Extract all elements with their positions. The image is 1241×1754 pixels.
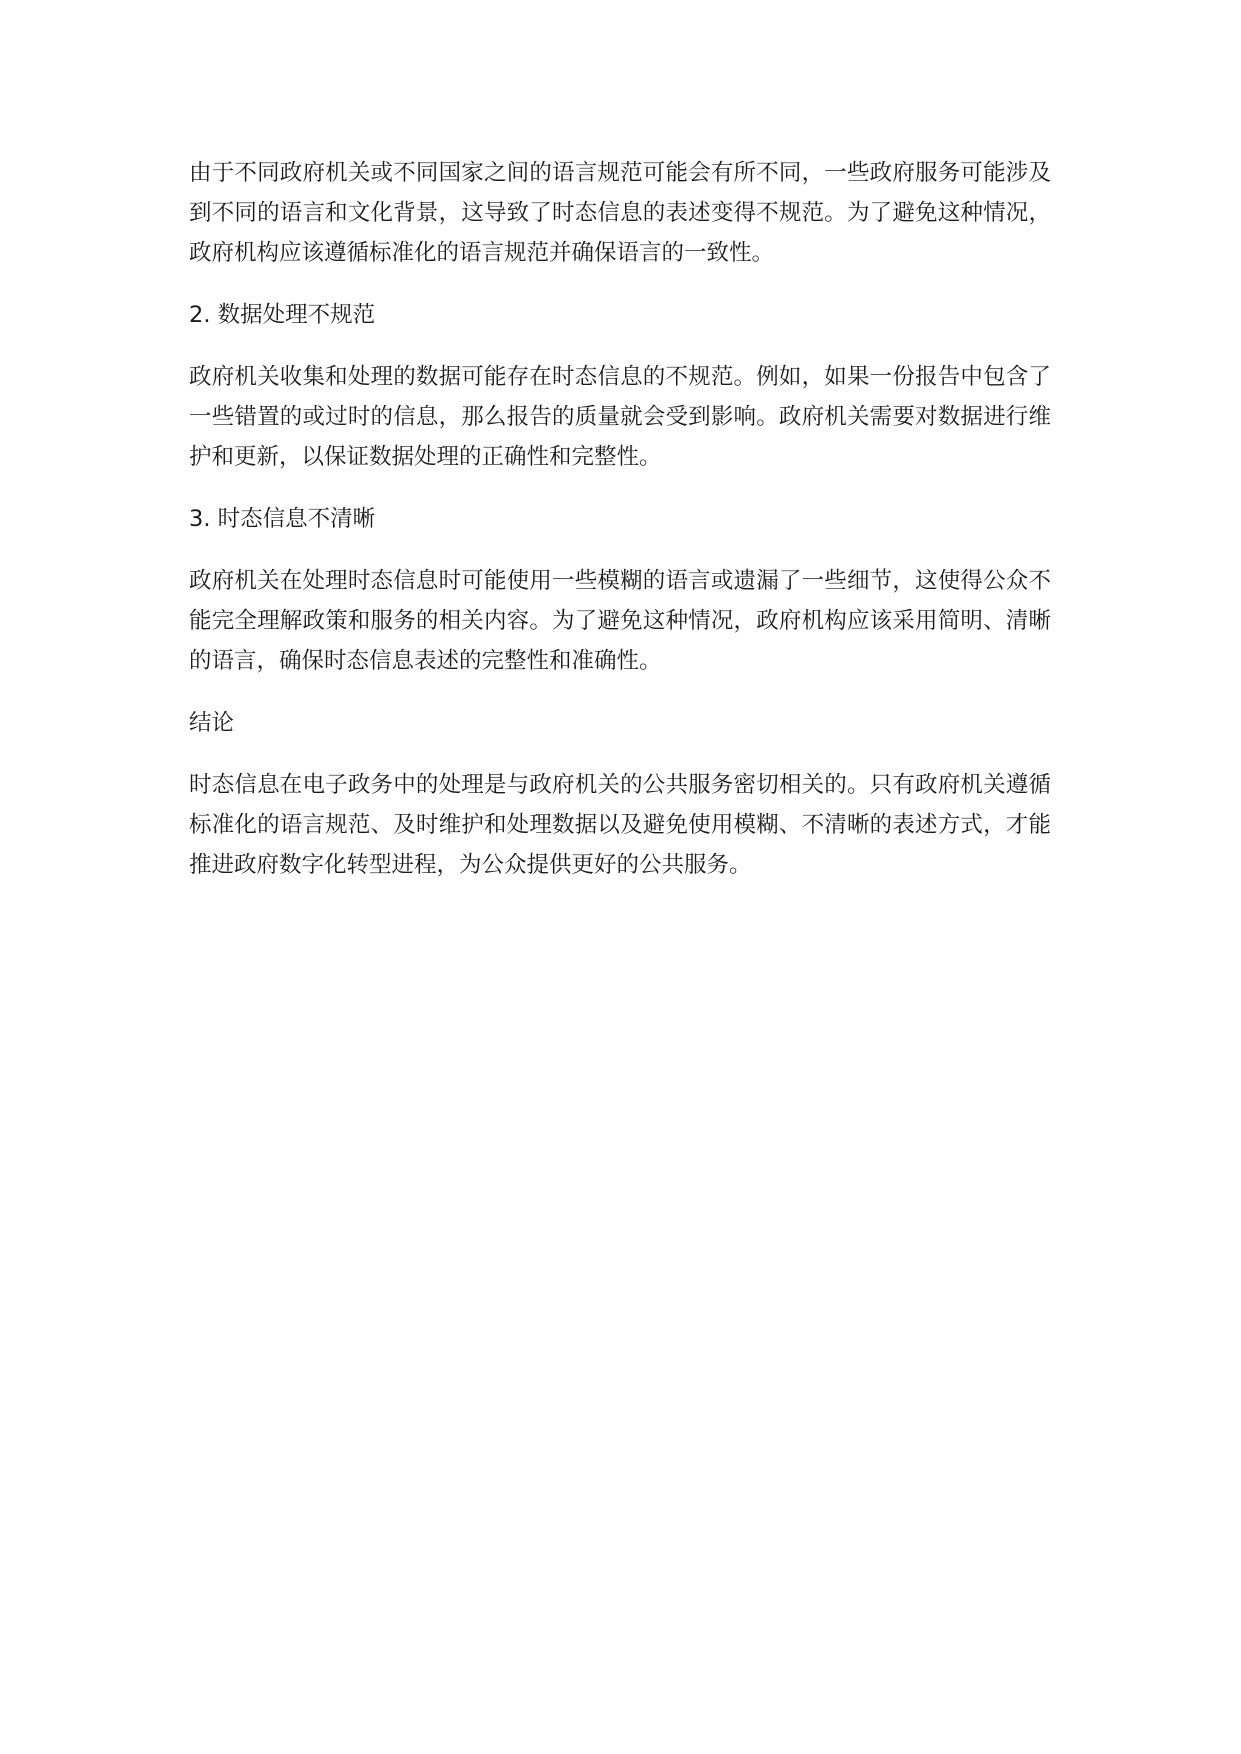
paragraph-tense-clarity: 政府机关在处理时态信息时可能使用一些模糊的语言或遗漏了一些细节，这使得公众不能完全理解政策和服务的相关内容。为了避免这种情况，政府机构应该采用简明、清晰的语言，确保时态信息表述的完整性和准确性。 [189, 568, 1051, 674]
document-body [189, 153, 1051, 907]
paragraph-conclusion: 时态信息在电子政务中的处理是与政府机关的公共服务密切相关的。只有政府机关遵循标准化的语言规范、及时维护和处理数据以及避免使用模糊、不清晰的表述方式，才能推进政府数字化转型进程，为公众提供更好的公共服务。 [189, 772, 1051, 878]
section-heading-conclusion: 结论 [189, 710, 235, 736]
paragraph-language-norms: 由于不同政府机关或不同国家之间的语言规范可能会有所不同，一些政府服务可能涉及到不同的语言和文化背景，这导致了时态信息的表述变得不规范。为了避免这种情况，政府机构应该遵循标准化的语言规范并确保语言的一致性。 [189, 160, 1051, 266]
section-heading-tense-clarity: 3. 时态信息不清晰 [189, 506, 376, 532]
paragraph-data-processing: 政府机关收集和处理的数据可能存在时态信息的不规范。例如，如果一份报告中包含了一些错置的或过时的信息，那么报告的质量就会受到影响。政府机关需要对数据进行维护和更新，以保证数据处理的正确性和完整性。 [189, 364, 1051, 470]
section-heading-data-processing: 2. 数据处理不规范 [189, 302, 376, 328]
